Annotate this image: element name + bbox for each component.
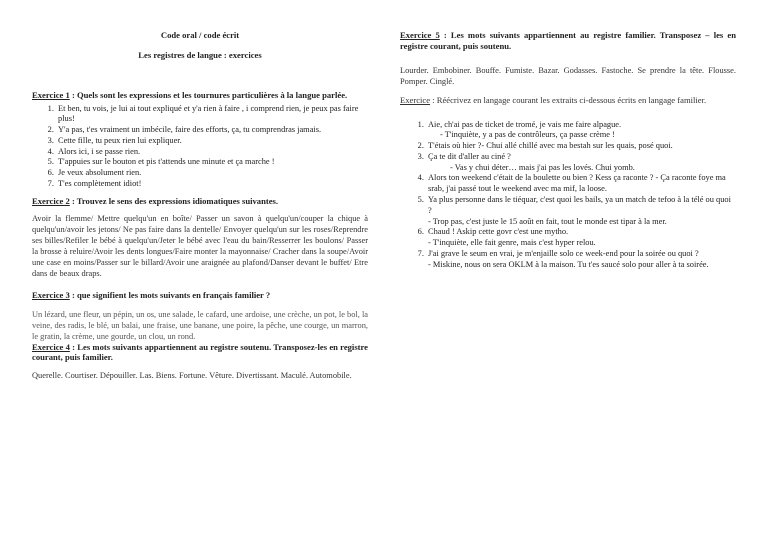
list-item: 5. T'appuies sur le bouton et pis t'attends une minute et ça marche ! — [56, 157, 368, 168]
left-column — [32, 0, 368, 381]
exercise-6-title — [400, 95, 736, 106]
exercise-5-text: Lourder. Embobiner. Bouffe. Fumiste. Bazar. Godasses. Fastoche. Se prendre la tête. Flousse. Pomper. Cinglé. — [400, 66, 736, 86]
list-item: 2. Y'a pas, t'es vraiment un imbécile, faire des efforts, ça, tu comprendras jamais. — [56, 125, 368, 136]
list-item-reply: - T'inquiète, y a pas de contrôleurs, ça passe crème ! — [440, 130, 615, 140]
list-item — [426, 195, 736, 227]
exercise-4-label: Exercice 4 — [32, 341, 70, 352]
list-item: 4. Alors ici, i se passe rien. — [56, 147, 368, 158]
exercise-6-question: : Réécrivez en langage courant les extraits ci-dessous écrits en langage familier. — [432, 95, 707, 105]
list-item-main: 4. Alors ton weekend c'était de la boulette ou bien ? Kess ça raconte ? - Ça raconte foye ma srab, j'ai passé tout le weekend avec ma mif, la loose. — [428, 173, 726, 194]
exercise-3-question: : que signifient les mots suivants en français familier ? — [71, 290, 271, 301]
exercise-5-title — [400, 30, 736, 51]
exercise-3-title — [32, 290, 368, 301]
list-item — [426, 249, 736, 271]
list-item-main: 5. Ya plus personne dans le tiéquar, c'est quoi les bails, ya un match de tefoo à la télé ou quoi ? — [428, 195, 731, 215]
list-item-main: 6. Chaud ! Askip cette govr c'est une mytho. — [428, 227, 569, 237]
list-item: 1. Et ben, tu vois, je lui ai tout expliqué et y'a rien à faire , i comprend rien, je peux pas faire plus! — [56, 104, 368, 126]
list-item — [426, 141, 736, 152]
list-item — [426, 227, 736, 249]
list-item-main: 2. T'étais où hier ?- Chui allé chillé avec ma bestah sur les quais, posé quoi. — [428, 141, 673, 151]
exercise-2-label: Exercice 2 — [32, 195, 70, 206]
exercise-2-question: : Trouvez le sens des expressions idiomatiques suivantes. — [71, 195, 279, 206]
document-subtitle: Les registres de langue : exercices — [138, 50, 262, 60]
exercise-1-list — [32, 104, 368, 190]
exercise-1-label: Exercice 1 — [32, 90, 70, 100]
exercise-4-title — [32, 342, 368, 363]
exercise-6-label: Exercice — [400, 95, 431, 105]
list-item-reply: - Trop pas, c'est juste le 15 août en fait, tout le monde est tipar à la mer. — [428, 216, 667, 226]
list-item: 3. Cette fille, tu peux rien lui expliquer. — [56, 136, 368, 147]
list-item — [426, 152, 736, 174]
exercise-4-text: Querelle. Courtiser. Dépouiller. Las. Biens. Fortune. Vêture. Divertissant. Maculé. Automobile. — [32, 370, 352, 380]
list-item-main: 7. J'ai grave le seum en vrai, je m'enjaille solo ce week-end pour la soirée ou quoi ? — [428, 249, 699, 259]
list-item: 7. T'es complètement idiot! — [56, 179, 368, 190]
exercise-5-label: Exercice 5 — [400, 30, 440, 40]
list-item-reply: - Miskine, nous on sera OKLM à la maison. Tu t'es saucé solo pour aller à ta soirée. — [428, 259, 709, 269]
list-item — [426, 120, 736, 142]
exercise-4-question: : Les mots suivants appartiennent au registre soutenu. Transposez-les en registre courant, puis familier. — [32, 341, 368, 363]
exercise-3-label: Exercice 3 — [32, 290, 70, 301]
exercise-1-title — [32, 90, 368, 101]
exercise-1-question: : Quels sont les expressions et les tournures particulières à la langue parlée. — [71, 90, 348, 100]
document-title: Code oral / code écrit — [160, 30, 240, 40]
exercise-2-text: Avoir la flemme/ Mettre quelqu'un en boîte/ Passer un savon à quelqu'un/couper la chique à quelqu'un/avoir les jetons/ Ne pas faire dans la dentelle/ Envoyer quelqu'un sur les roses/Reprendre ses billes/Refiler le bébé à quelqu'un/Jeter le bébé avec l'eau du bain/Resserrer les boulons/ Passer la brosse à reluire/Avoir les dents longues/Faire monter la mayonnaise/ Cracher dans la soupe/Avoir une case en moins/Passer sur le billard/Avoir une araignée au plafond/Danser devant le buffet/ Etre dans de beaux draps. — [32, 214, 368, 279]
list-item: 6. Je veux absolument rien. — [56, 168, 368, 179]
list-item — [426, 173, 736, 195]
exercise-5-question: : Les mots suivants appartiennent au registre familier. Transposez – les en registre courant, puis soutenu. — [400, 30, 736, 51]
list-item-main: 3. Ça te dit d'aller au ciné ? — [428, 151, 511, 161]
right-column — [400, 0, 736, 271]
exercise-3-text: Un lézard, une fleur, un pépin, un os, une salade, le cafard, une ardoise, une crèche, un pot, le bol, la veine, des radis, le blé, un balai, une fraise, une banane, une poire, la pêche, une courge, un marron, le gratin, la crème, une gourde, un clou, un rond. — [32, 309, 368, 341]
exercise-2-title — [32, 196, 368, 207]
exercise-6-list — [400, 120, 736, 271]
list-item-reply: - Vas y chui déter… mais j'ai pas les lovés. Chui yomb. — [450, 162, 635, 172]
list-item-main: 1. Aie, ch'ai pas de ticket de tromé, je vais me faire alpague. — [428, 119, 622, 129]
list-item-reply: - T'inquiète, elle fait genre, mais c'est hyper relou. — [428, 238, 596, 248]
